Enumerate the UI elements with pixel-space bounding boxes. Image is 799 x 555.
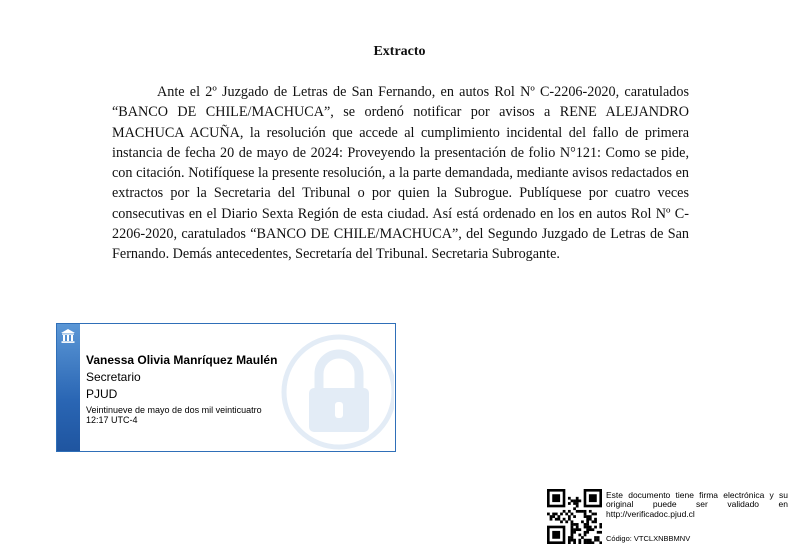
verification-notice: Este documento tiene firma electrónica y su original puede ser validado en http://verificadoc.pjud.cl — [606, 490, 788, 519]
signature-side-bar — [57, 324, 80, 451]
electronic-signature-box — [56, 323, 396, 452]
signer-organization: PJUD — [86, 387, 118, 401]
document-body — [112, 82, 689, 265]
signature-date: Veintinueve de mayo de dos mil veinticuatro — [86, 405, 262, 415]
verification-code: Código: VTCLXNBBMNV — [606, 534, 691, 543]
qr-code — [547, 489, 602, 544]
signer-name: Vanessa Olivia Manríquez Maulén — [86, 353, 278, 367]
signature-timestamp — [86, 405, 262, 425]
padlock-icon — [279, 330, 394, 450]
courthouse-icon — [60, 328, 76, 344]
document-title: Extracto — [373, 44, 426, 59]
signature-time: 12:17 UTC-4 — [86, 415, 138, 425]
body-paragraph: Ante el 2º Juzgado de Letras de San Fernando, en autos Rol Nº C-2206-2020, caratulados “BANCO DE CHILE/MACHUCA”, se ordenó notificar por avisos a RENE ALEJANDRO MACHUCA ACUÑA, la resolución que accede al cumplimiento incidental del fallo de primera instancia de fecha 20 de mayo de 2024: Proveyendo la presentación de folio N°121: Como se pide, con citación. Notifíquese la presente resolución, a la parte demandada, mediante avisos redactados en extractos por la Secretaria del Tribunal o por quien la Subrogue. Publíquese por cuatro veces consecutivas en el Diario Sexta Región de esta ciudad. Así está ordenado en los en autos Rol Nº C-2206-2020, caratulados “BANCO DE CHILE/MACHUCA”, del Segundo Juzgado de Letras de San Fernando. Demás antecedentes, Secretaría del Tribunal. Secretaria Subrogante. — [112, 84, 689, 263]
signer-role: Secretario — [86, 370, 141, 384]
